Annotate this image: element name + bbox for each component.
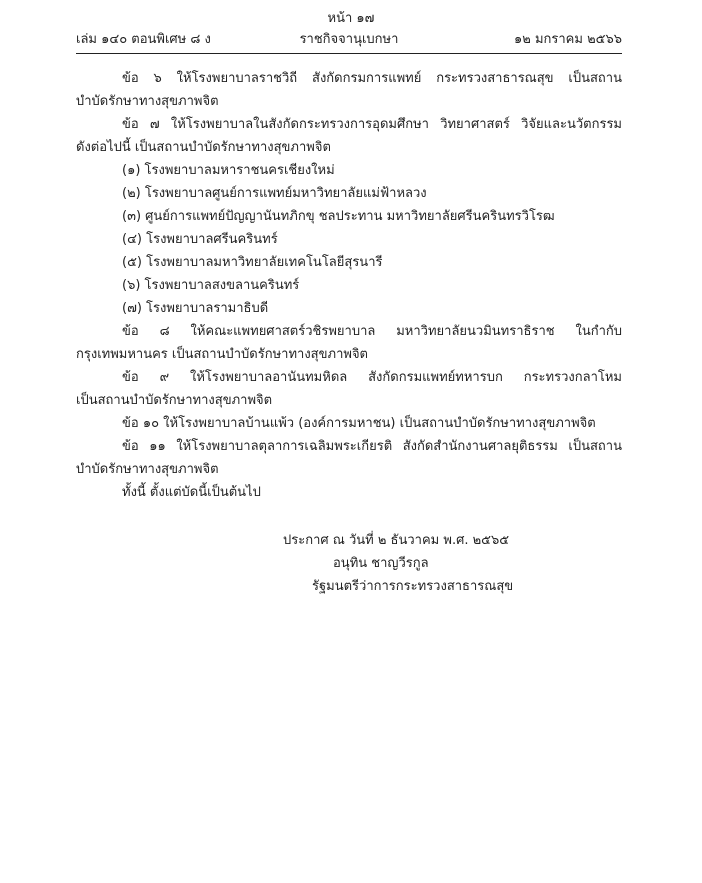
list-item-6: (๖) โรงพยาบาลสงขลานครินทร์: [122, 278, 300, 293]
gazette-name: ราชกิจจานุเบกษา: [299, 32, 399, 47]
announcement-date: ประกาศ ณ วันที่ ๒ ธันวาคม พ.ศ. ๒๕๖๕: [283, 533, 510, 548]
signatory-name: อนุทิน ชาญวีรกูล: [333, 556, 429, 571]
issue-date: ๑๒ มกราคม ๒๕๖๖: [514, 32, 622, 47]
announcement-body: [76, 67, 622, 504]
list-item-2: (๒) โรงพยาบาลศูนย์การแพทย์มหาวิทยาลัยแม่ฟ้าหลวง: [122, 186, 427, 201]
clause-11-line-2: บำบัดรักษาทางสุขภาพจิต: [76, 462, 219, 477]
signature-block: [0, 529, 702, 598]
clause-9-line-1: ข้อ ๙ ให้โรงพยาบาลอานันทมหิดล สังกัดกรมแพทย์ทหารบก กระทรวงกลาโหม: [122, 370, 622, 385]
clause-6-line-2: บำบัดรักษาทางสุขภาพจิต: [76, 94, 219, 109]
signatory-position: รัฐมนตรีว่าการกระทรวงสาธารณสุข: [312, 579, 514, 594]
header-divider: [76, 53, 622, 54]
clause-11-line-1: ข้อ ๑๑ ให้โรงพยาบาลตุลาการเฉลิมพระเกียรติ สังกัดสำนักงานศาลยุติธรรม เป็นสถาน: [122, 439, 622, 454]
list-item-7: (๗) โรงพยาบาลรามาธิบดี: [122, 301, 269, 316]
list-item-5: (๕) โรงพยาบาลมหาวิทยาลัยเทคโนโลยีสุรนารี: [122, 255, 383, 270]
clause-6-line-1: ข้อ ๖ ให้โรงพยาบาลราชวิถี สังกัดกรมการแพทย์ กระทรวงสาธารณสุข เป็นสถาน: [122, 71, 622, 86]
clause-9-line-2: เป็นสถานบำบัดรักษาทางสุขภาพจิต: [76, 393, 273, 408]
list-item-4: (๔) โรงพยาบาลศรีนครินทร์: [122, 232, 278, 247]
list-item-3: (๓) ศูนย์การแพทย์ปัญญานันทภิกขุ ชลประทาน มหาวิทยาลัยศรีนครินทรวิโรฒ: [122, 209, 555, 224]
list-item-1: (๑) โรงพยาบาลมหาราชนครเชียงใหม่: [122, 163, 335, 178]
effective-date-line: ทั้งนี้ ตั้งแต่บัดนี้เป็นต้นไป: [122, 485, 261, 500]
gazette-header: [76, 30, 622, 50]
page-number: หน้า ๑๗: [327, 11, 375, 26]
issue-number: เล่ม ๑๔๐ ตอนพิเศษ ๘ ง: [76, 32, 211, 47]
clause-10-line-1: ข้อ ๑๐ ให้โรงพยาบาลบ้านแพ้ว (องค์การมหาชน) เป็นสถานบำบัดรักษาทางสุขภาพจิต: [122, 416, 596, 431]
clause-7-line-1: ข้อ ๗ ให้โรงพยาบาลในสังกัดกระทรวงการอุดมศึกษา วิทยาศาสตร์ วิจัยและนวัตกรรม: [122, 117, 622, 132]
clause-8-line-1: ข้อ ๘ ให้คณะแพทยศาสตร์วชิรพยาบาล มหาวิทยาลัยนวมินทราธิราช ในกำกับ: [122, 324, 622, 339]
clause-7-line-2: ดังต่อไปนี้ เป็นสถานบำบัดรักษาทางสุขภาพจิต: [76, 140, 331, 155]
clause-8-line-2: กรุงเทพมหานคร เป็นสถานบำบัดรักษาทางสุขภาพจิต: [76, 347, 368, 362]
